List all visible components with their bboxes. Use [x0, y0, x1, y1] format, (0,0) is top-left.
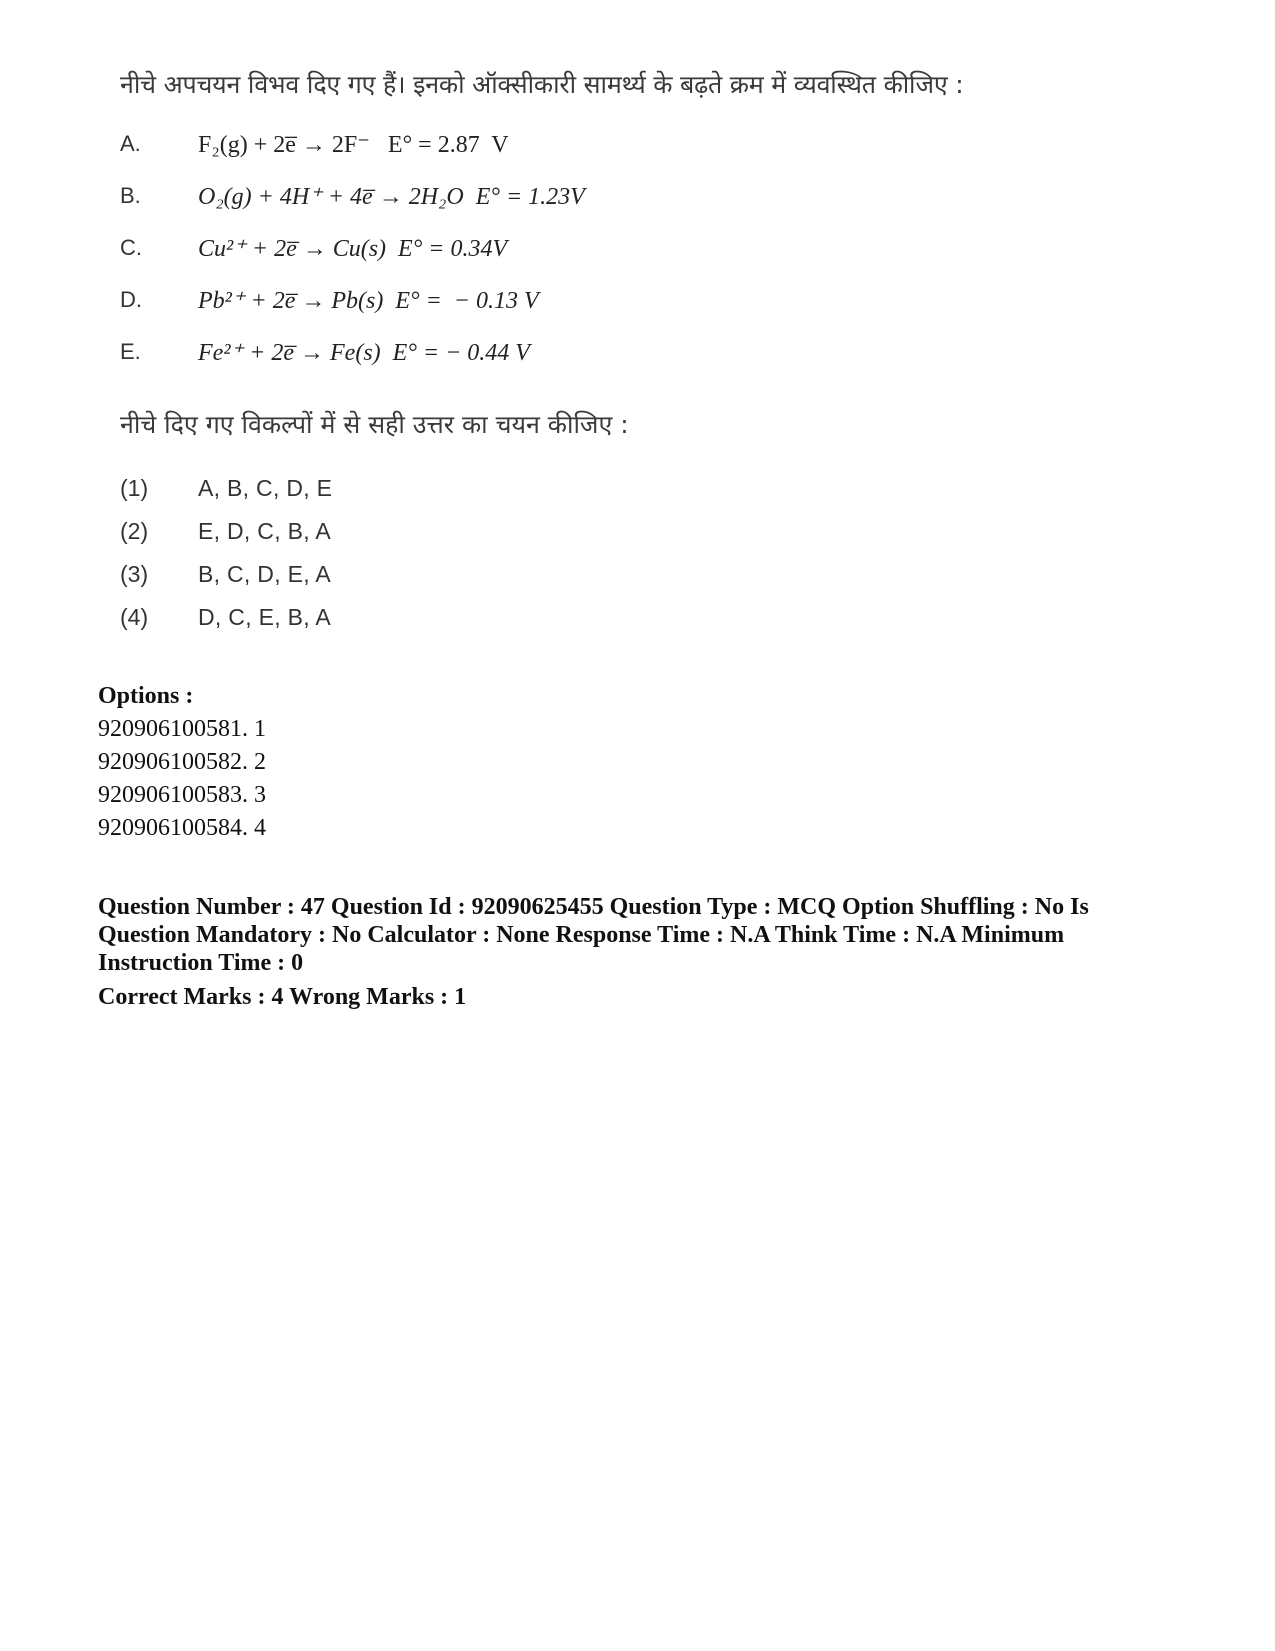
reaction-item: [120, 118, 1120, 170]
question-heading: नीचे अपचयन विभव दिए गए हैं। इनको ऑक्सीकारी सामर्थ्य के बढ़ते क्रम में व्यवस्थित कीजिए :: [120, 70, 964, 99]
choice-item: [120, 596, 1120, 639]
choice-value: E, D, C, B, A: [198, 518, 331, 544]
reaction-equation: F₂(g) + 2e̅ → 2F⁻ E° = 2.87 V: [198, 131, 509, 158]
options-section: [98, 680, 266, 845]
question-subheading: नीचे दिए गए विकल्पों में से सही उत्तर का चयन कीजिए :: [120, 410, 629, 439]
choice-number: (4): [120, 604, 149, 630]
reaction-label: C.: [120, 235, 142, 260]
choice-item: [120, 553, 1120, 596]
choice-value: A, B, C, D, E: [198, 475, 333, 501]
reaction-item: [120, 326, 1120, 378]
question-marks-info: Correct Marks : 4 Wrong Marks : 1: [98, 984, 467, 1010]
question-block: [120, 68, 1120, 639]
reaction-equation: Fe²⁺ + 2e̅ → Fe(s) E° = − 0.44 V: [198, 339, 530, 366]
reaction-equation: O₂(g) + 4H⁺ + 4e̅ → 2H₂O E° = 1.23V: [198, 183, 585, 210]
choice-number: (1): [120, 475, 149, 501]
reaction-label: A.: [120, 131, 141, 156]
reaction-equation: Pb²⁺ + 2e̅ → Pb(s) E° = − 0.13 V: [198, 287, 539, 314]
reaction-label: E.: [120, 339, 141, 364]
choice-number: (3): [120, 561, 149, 587]
question-meta-info: Question Number : 47 Question Id : 92090625455 Question Type : MCQ Option Shuffling : No Is Question Mandatory : No Calculator : None Response Time : N.A Think Time : N.A Minimum Instruction Time : 0: [98, 894, 1089, 976]
reaction-item: [120, 170, 1120, 222]
option-id-item: 920906100583. 3: [98, 782, 266, 808]
reaction-list: [120, 118, 1120, 378]
reaction-label: D.: [120, 287, 142, 312]
choice-item: [120, 467, 1120, 510]
reaction-equation: Cu²⁺ + 2e̅ → Cu(s) E° = 0.34V: [198, 235, 508, 262]
option-id-item: 920906100584. 4: [98, 815, 266, 841]
choice-value: D, C, E, B, A: [198, 604, 331, 630]
choice-item: [120, 510, 1120, 553]
question-meta: [98, 893, 1158, 1011]
option-id-item: 920906100582. 2: [98, 749, 266, 775]
choice-list: [120, 467, 1120, 639]
reaction-item: [120, 274, 1120, 326]
option-id-item: 920906100581. 1: [98, 716, 266, 742]
choice-number: (2): [120, 518, 149, 544]
choice-value: B, C, D, E, A: [198, 561, 331, 587]
reaction-item: [120, 222, 1120, 274]
reaction-label: B.: [120, 183, 141, 208]
options-title: Options :: [98, 683, 194, 709]
